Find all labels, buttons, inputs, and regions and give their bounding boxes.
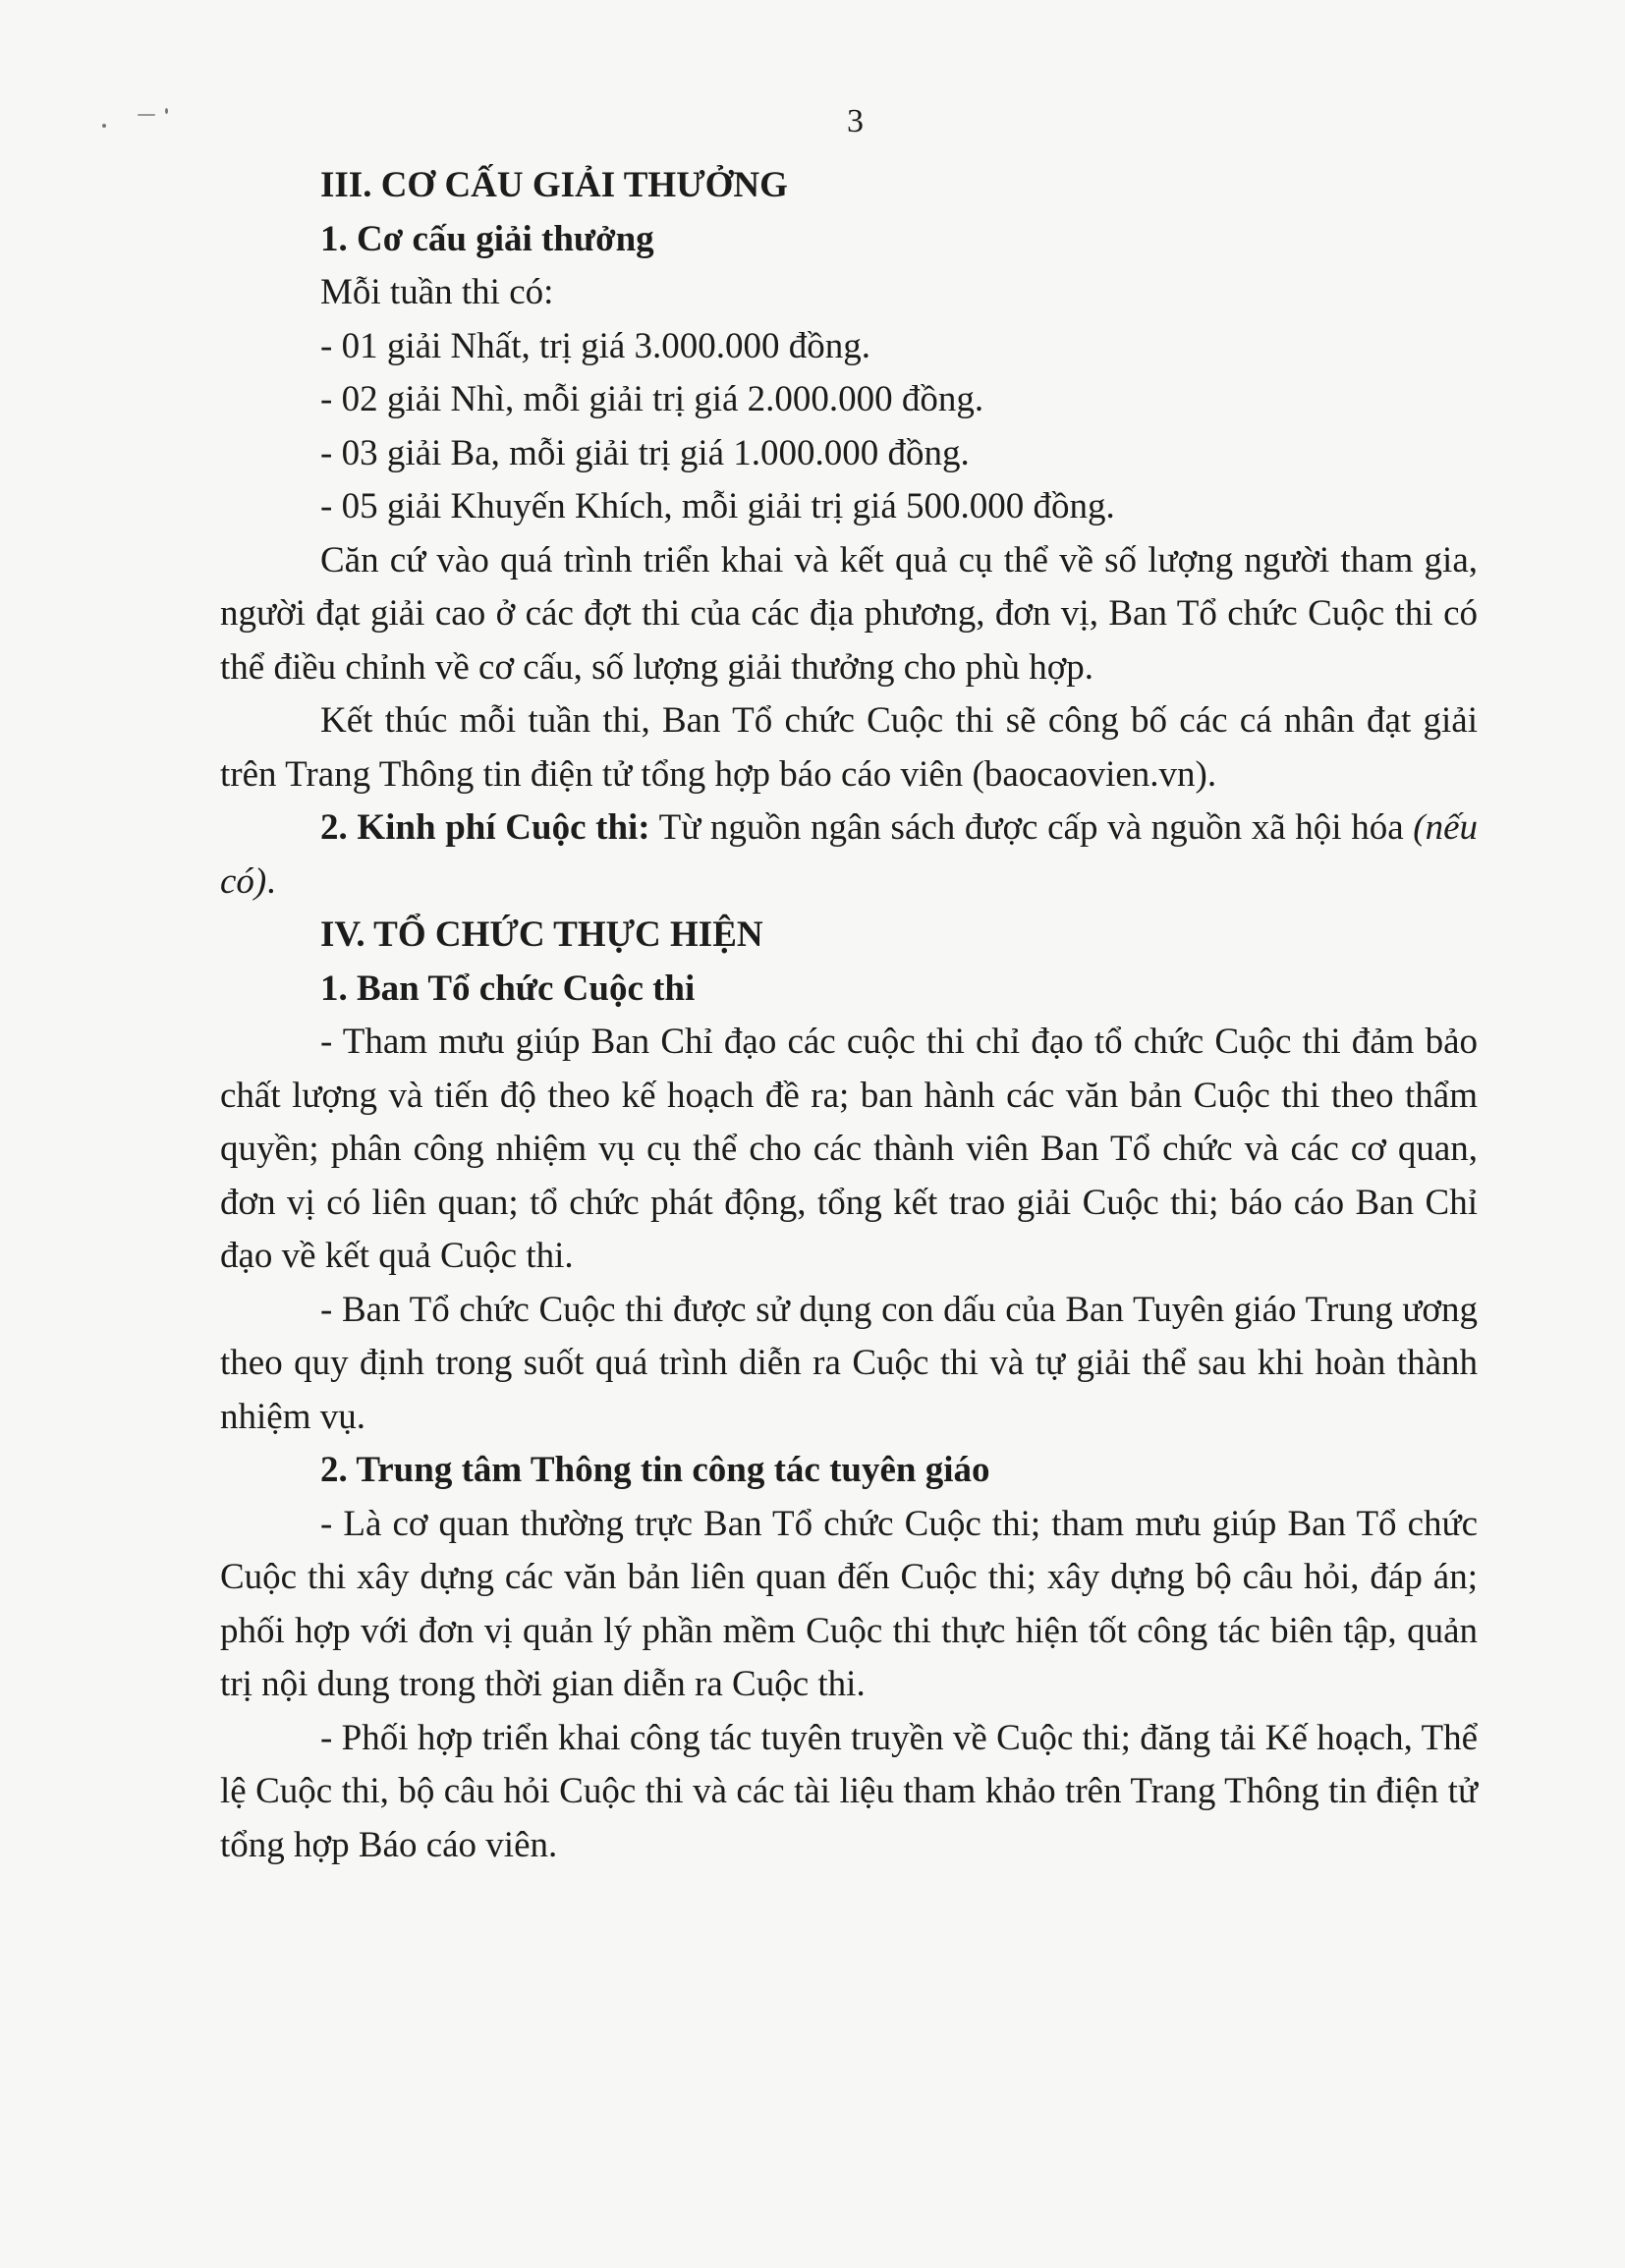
prize-intro: Mỗi tuần thi có: [320, 272, 554, 312]
subsection-heading-organizing-committee: 1. Ban Tổ chức Cuộc thi [320, 968, 696, 1009]
funding-label: 2. Kinh phí Cuộc thi: [320, 807, 650, 848]
paragraph-center-publishing: - Phối hợp triển khai công tác tuyên truyền về Cuộc thi; đăng tải Kế hoạch, Thể lệ Cuộc thi, bộ câu hỏi Cuộc thi và các tài liệu tham khảo trên Trang Thông tin điện tử tổng hợp Báo cáo viên. [220, 1717, 1478, 1865]
prize-item-encouragement: - 05 giải Khuyến Khích, mỗi giải trị giá 500.000 đồng. [320, 486, 1115, 526]
document-body [220, 159, 1478, 1872]
prize-item-third: - 03 giải Ba, mỗi giải trị giá 1.000.000 đồng. [320, 432, 970, 473]
scan-speck [138, 114, 155, 116]
subsection-heading-information-center: 2. Trung tâm Thông tin công tác tuyên giáo [320, 1450, 990, 1490]
scan-speck [165, 108, 168, 114]
funding-note: (nếu có) [220, 807, 1478, 902]
prize-item-second: - 02 giải Nhì, mỗi giải trị giá 2.000.000 đồng. [320, 379, 984, 419]
page-number: 3 [847, 103, 864, 139]
paragraph-committee-seal: - Ban Tổ chức Cuộc thi được sử dụng con dấu của Ban Tuyên giáo Trung ương theo quy định trong suốt quá trình diễn ra Cuộc thi và tự giải thể sau khi hoàn thành nhiệm vụ. [220, 1289, 1478, 1437]
section-heading-4: IV. TỔ CHỨC THỰC HIỆN [320, 914, 763, 955]
paragraph-adjustment: Căn cứ vào quá trình triển khai và kết quả cụ thể về số lượng người tham gia, người đạt giải cao ở các đợt thi của các địa phương, đơn vị, Ban Tổ chức Cuộc thi có thể điều chỉnh về cơ cấu, số lượng giải thưởng cho phù hợp. [220, 539, 1478, 688]
funding-end: . [266, 860, 276, 902]
scan-speck [102, 124, 106, 128]
funding-text: Từ nguồn ngân sách được cấp và nguồn xã hội hóa [649, 807, 1414, 848]
section-heading-3: III. CƠ CẤU GIẢI THƯỞNG [320, 165, 788, 205]
paragraph-announcement: Kết thúc mỗi tuần thi, Ban Tổ chức Cuộc thi sẽ công bố các cá nhân đạt giải trên Trang Thông tin điện tử tổng hợp báo cáo viên (baocaovien.vn). [220, 700, 1478, 795]
subsection-heading-prize-structure: 1. Cơ cấu giải thưởng [320, 218, 654, 259]
paragraph-committee-duties: - Tham mưu giúp Ban Chỉ đạo các cuộc thi chỉ đạo tổ chức Cuộc thi đảm bảo chất lượng và tiến độ theo kế hoạch đề ra; ban hành các văn bản Cuộc thi theo thẩm quyền; phân công nhiệm vụ cụ thể cho các thành viên Ban Tổ chức và các cơ quan, đơn vị có liên quan; tổ chức phát động, tổng kết trao giải Cuộc thi; báo cáo Ban Chỉ đạo về kết quả Cuộc thi. [220, 1022, 1478, 1276]
paragraph-funding [220, 802, 1478, 909]
paragraph-center-duties: - Là cơ quan thường trực Ban Tổ chức Cuộc thi; tham mưu giúp Ban Tổ chức Cuộc thi xây dựng các văn bản liên quan đến Cuộc thi; xây dựng bộ câu hỏi, đáp án; phối hợp với đơn vị quản lý phần mềm Cuộc thi thực hiện tốt công tác biên tập, quản trị nội dung trong thời gian diễn ra Cuộc thi. [220, 1503, 1478, 1704]
prize-item-first: - 01 giải Nhất, trị giá 3.000.000 đồng. [320, 325, 871, 366]
